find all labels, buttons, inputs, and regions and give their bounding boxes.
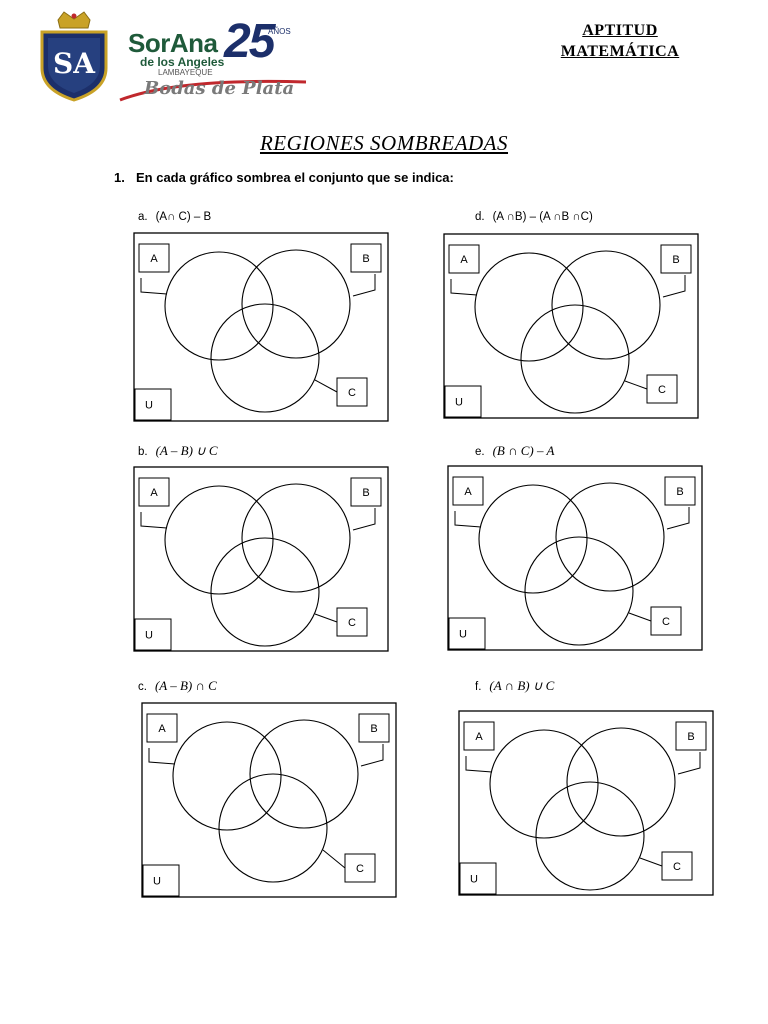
item-letter: c. [138, 681, 147, 693]
school-brand [118, 14, 308, 104]
pointer-a [141, 512, 167, 528]
set-a-circle [173, 722, 281, 830]
item-label-f [475, 678, 554, 694]
pointer-c [315, 380, 337, 392]
svg-text:SA: SA [53, 47, 95, 80]
label-box-u [460, 863, 496, 894]
pointer-b [667, 507, 689, 529]
label-text-c: C [658, 384, 666, 396]
item-letter: f. [475, 681, 482, 693]
pointer-a [466, 756, 492, 772]
pointer-c [315, 614, 337, 622]
pointer-b [663, 275, 685, 297]
anniversary-title: Bodas de Plata [144, 78, 295, 99]
venn-diagram-b[interactable] [133, 466, 389, 652]
label-text-b: B [672, 254, 680, 266]
set-a-circle [475, 253, 583, 361]
label-box-u [135, 619, 171, 650]
venn-diagram-d[interactable] [443, 233, 699, 419]
label-text-u: U [455, 396, 463, 409]
item-expression: (B ∩ C) – A [492, 443, 555, 458]
item-expression: (A ∩ B) ∪ C [489, 678, 555, 693]
pointer-c [629, 613, 651, 621]
label-text-u: U [470, 873, 478, 886]
label-text-b: B [370, 723, 378, 735]
pointer-c [640, 858, 662, 866]
school-location: LAMBAYEQUE [158, 68, 213, 77]
page-title: REGIONES SOMBREADAS [259, 131, 509, 155]
school-name: SorAna [128, 28, 218, 58]
item-letter: e. [475, 446, 485, 458]
pointer-b [353, 508, 375, 530]
set-a-circle [165, 486, 273, 594]
label-text-a: A [150, 253, 158, 265]
label-text-c: C [662, 616, 670, 628]
item-label-e [475, 443, 554, 459]
item-letter: b. [138, 446, 148, 458]
label-text-c: C [348, 617, 356, 629]
set-a-circle [479, 485, 587, 593]
label-text-a: A [475, 731, 483, 743]
venn-diagram-e[interactable] [447, 465, 703, 651]
label-text-u: U [145, 399, 153, 412]
item-expression: (A∩ C) – B [155, 211, 212, 223]
pointer-b [361, 744, 383, 766]
pointer-c [625, 381, 647, 389]
school-crest-logo [38, 10, 110, 102]
label-text-a: A [158, 723, 166, 735]
label-text-a: A [150, 487, 158, 499]
pointer-b [678, 752, 700, 774]
label-text-u: U [153, 875, 161, 888]
pointer-a [149, 748, 175, 764]
label-box-u [449, 618, 485, 649]
item-expression: (A – B) ∪ C [155, 443, 218, 458]
label-text-a: A [460, 254, 468, 266]
pointer-c [323, 850, 345, 868]
pointer-a [141, 278, 167, 294]
label-text-c: C [348, 387, 356, 399]
label-box-u [445, 386, 481, 417]
venn-diagram-c[interactable] [141, 702, 397, 898]
label-text-b: B [676, 486, 684, 498]
subject-heading [540, 20, 700, 62]
label-text-u: U [145, 629, 153, 642]
question-number: 1. [114, 170, 125, 185]
label-text-b: B [362, 253, 370, 265]
item-label-a [138, 211, 211, 223]
venn-diagram-a[interactable] [133, 232, 389, 422]
label-text-u: U [459, 628, 467, 641]
pointer-a [451, 279, 477, 295]
label-box-u [135, 389, 171, 420]
venn-diagram-f[interactable] [458, 710, 714, 896]
pointer-b [353, 274, 375, 296]
pointer-a [455, 511, 481, 527]
label-text-b: B [687, 731, 695, 743]
label-text-b: B [362, 487, 370, 499]
set-a-circle [490, 730, 598, 838]
subject-line-2: MATEMÁTICA [560, 43, 680, 60]
set-a-circle [165, 252, 273, 360]
label-text-c: C [673, 861, 681, 873]
label-text-c: C [356, 863, 364, 875]
label-text-a: A [464, 486, 472, 498]
anniversary-number: 25 [224, 15, 274, 68]
anniversary-unit: AÑOS [268, 27, 291, 36]
question-text: En cada gráfico sombrea el conjunto que se indica: [136, 170, 454, 185]
item-expression: (A – B) ∩ C [154, 678, 217, 693]
label-box-u [143, 865, 179, 896]
subject-line-1: APTITUD [582, 22, 658, 39]
item-letter: d. [475, 211, 485, 223]
question-prompt [114, 170, 454, 185]
item-letter: a. [138, 211, 148, 223]
item-expression: (A ∩B) – (A ∩B ∩C) [492, 211, 593, 223]
item-label-c [138, 678, 217, 694]
item-label-d [475, 211, 593, 223]
school-subname: de los Angeles [140, 55, 225, 69]
item-label-b [138, 443, 218, 459]
